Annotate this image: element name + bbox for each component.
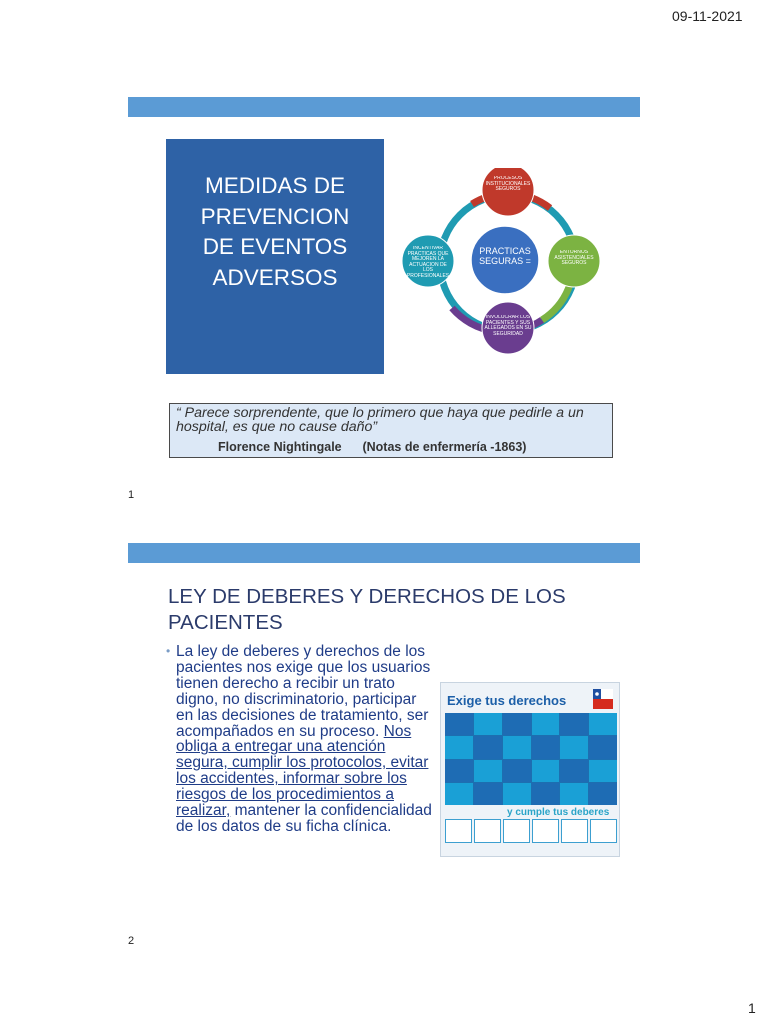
bullet-text-confidentiality: mantener la confidencialidad de los datos de su ficha clínica. [176,802,432,835]
poster-subtitle: y cumple tus deberes [507,807,610,818]
chile-flag-icon [593,689,613,709]
bullet-icon: • [166,644,171,658]
title-line-3: DE EVENTOS [202,234,348,259]
title-line-4: ADVERSOS [212,264,338,290]
slide-1-title-box [166,139,384,374]
node-right-label: ENTORNOS ASISTENCIALES SEGUROS [554,250,594,266]
title-line-1: MEDIDAS DE [204,173,346,198]
slide-1-header-bar [128,97,640,117]
bullet-text-obligations: Nos obliga a entregar una atención segura, cumplir los protocolos, evitar los accidentes, informar sobre los riesgos de los procedimientos a realizar, [176,722,429,820]
slide-2-header-bar [128,543,640,563]
slide-1-number: 1 [128,489,135,501]
slide-2-title: LEY DE DEBERES Y DERECHOS DE LOS PACIENTES [168,585,566,634]
poster-title: Exige tus derechos [447,693,567,708]
slide-1-title [166,171,384,293]
quote-author: Florence Nightingale [218,440,342,454]
node-left-label: INCENTIVAR PRACTICAS QUE MEJOREN LA ACTUACION DE LOS PROFESIONALES [406,246,450,279]
slide-2-number: 2 [128,935,135,947]
list-item [166,644,436,835]
node-bottom-label: INVOLUCRAR LOS PACIENTES Y SUS ALLEGADOS EN SU SEGURIDAD [484,315,532,337]
duties-icon-grid [445,819,617,843]
quote-text: “ Parece sorprendente, que lo primero que haya que pedirle a un hospital, es que no cause daño” [176,405,584,435]
quote-source: (Notas de enfermería -1863) [362,440,527,454]
node-center-label: PRACTICAS SEGURAS = [479,246,531,266]
quote-attribution [218,440,526,454]
safe-practices-cycle-diagram [392,168,618,358]
quote-box [169,403,613,458]
title-line-2: PREVENCION [200,203,350,229]
bullet-text-rights: La ley de deberes y derechos de los pacientes nos exige que los usuarios tienen derecho a recibir un trato digno, no discriminatorio, participar en las decisiones de tratamiento, ser acompañados en su proceso. [176,643,431,740]
page-number: 1 [748,1000,756,1016]
rights-duties-poster [440,682,620,857]
document-date: 09-11-2021 [672,8,743,24]
rights-icon-grid [445,713,617,805]
node-top-label: PROCESOS INSTITUCIONALES SEGUROS [485,176,531,192]
slide-2-bullet-list [166,644,436,835]
